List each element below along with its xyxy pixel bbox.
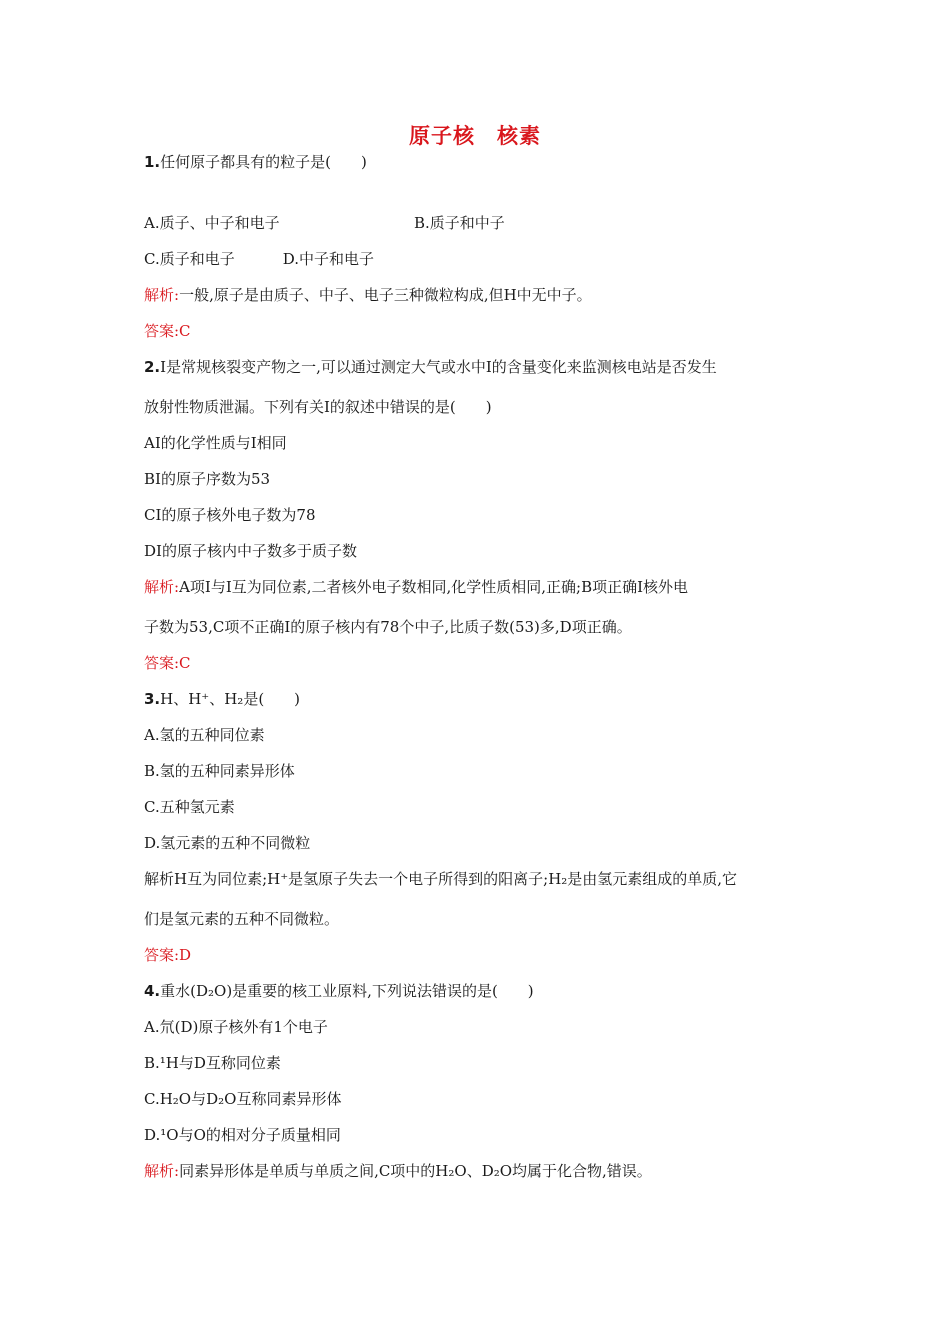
analysis-label: 解析: <box>144 1162 180 1180</box>
option-c: C.质子和电子 <box>144 250 235 268</box>
question-1-stem <box>144 152 367 172</box>
question-1-options-ab <box>144 213 794 233</box>
question-4-option-b: B.¹H与D互称同位素 <box>144 1054 281 1072</box>
question-3-analysis-line-1: 解析H互为同位素;H⁺是氢原子失去一个电子所得到的阳离子;H₂是由氢元素组成的单质,它 <box>144 870 738 888</box>
question-1-analysis <box>144 285 592 305</box>
question-2-option-a: AI的化学性质与I相同 <box>144 434 287 452</box>
analysis-label: 解析: <box>144 286 180 304</box>
question-text: I是常规核裂变产物之一,可以通过测定大气或水中I的含量变化来监测核电站是否发生 <box>160 358 717 376</box>
option-d: D.中子和电子 <box>282 250 374 268</box>
question-text: 重水(D₂O)是重要的核工业原料,下列说法错误的是( ) <box>160 982 534 1000</box>
analysis-label: 解析: <box>144 578 180 596</box>
question-number: 1. <box>144 153 161 171</box>
question-text: H、H⁺、H₂是( ) <box>160 690 301 708</box>
question-3-analysis-line-2: 们是氢元素的五种不同微粒。 <box>144 910 340 928</box>
analysis-text: 一般,原子是由质子、中子、电子三种微粒构成,但H中无中子。 <box>179 286 592 304</box>
question-3-stem <box>144 689 300 709</box>
question-4-option-a: A.氘(D)原子核外有1个电子 <box>144 1018 328 1036</box>
question-3-answer: 答案:D <box>144 946 192 964</box>
page-title: 原子核 核素 <box>409 124 541 148</box>
question-3-option-b: B.氢的五种同素异形体 <box>144 762 295 780</box>
question-number: 2. <box>144 358 161 376</box>
question-2-analysis-line-2: 子数为53,C项不正确I的原子核内有78个中子,比质子数(53)多,D项正确。 <box>144 618 632 636</box>
analysis-text: A项I与I互为同位素,二者核外电子数相同,化学性质相同,正确;B项正确I核外电 <box>179 578 689 596</box>
question-1-options-cd <box>144 249 374 269</box>
question-2-stem-line-1 <box>144 357 717 377</box>
question-4-stem <box>144 981 534 1001</box>
question-4-option-d: D.¹O与O的相对分子质量相同 <box>144 1126 341 1144</box>
question-2-stem-line-2: 放射性物质泄漏。下列有关I的叙述中错误的是( ) <box>144 398 492 416</box>
question-1-answer: 答案:C <box>144 322 191 340</box>
question-2-option-c: CI的原子核外电子数为78 <box>144 506 316 524</box>
question-2-answer: 答案:C <box>144 654 191 672</box>
question-text: 任何原子都具有的粒子是( ) <box>160 153 367 171</box>
question-2-option-d: DI的原子核内中子数多于质子数 <box>144 542 357 560</box>
question-number: 4. <box>144 982 161 1000</box>
question-4-analysis <box>144 1161 652 1181</box>
question-number: 3. <box>144 690 161 708</box>
question-3-option-d: D.氢元素的五种不同微粒 <box>144 834 311 852</box>
question-4-option-c: C.H₂O与D₂O互称同素异形体 <box>144 1090 342 1108</box>
analysis-text: 同素异形体是单质与单质之间,C项中的H₂O、D₂O均属于化合物,错误。 <box>179 1162 652 1180</box>
question-3-option-c: C.五种氢元素 <box>144 798 235 816</box>
option-b: B.质子和中子 <box>414 214 505 232</box>
question-2-option-b: BI的原子序数为53 <box>144 470 271 488</box>
question-2-analysis-line-1 <box>144 577 688 597</box>
question-3-option-a: A.氢的五种同位素 <box>144 726 265 744</box>
option-a: A.质子、中子和电子 <box>144 214 280 232</box>
